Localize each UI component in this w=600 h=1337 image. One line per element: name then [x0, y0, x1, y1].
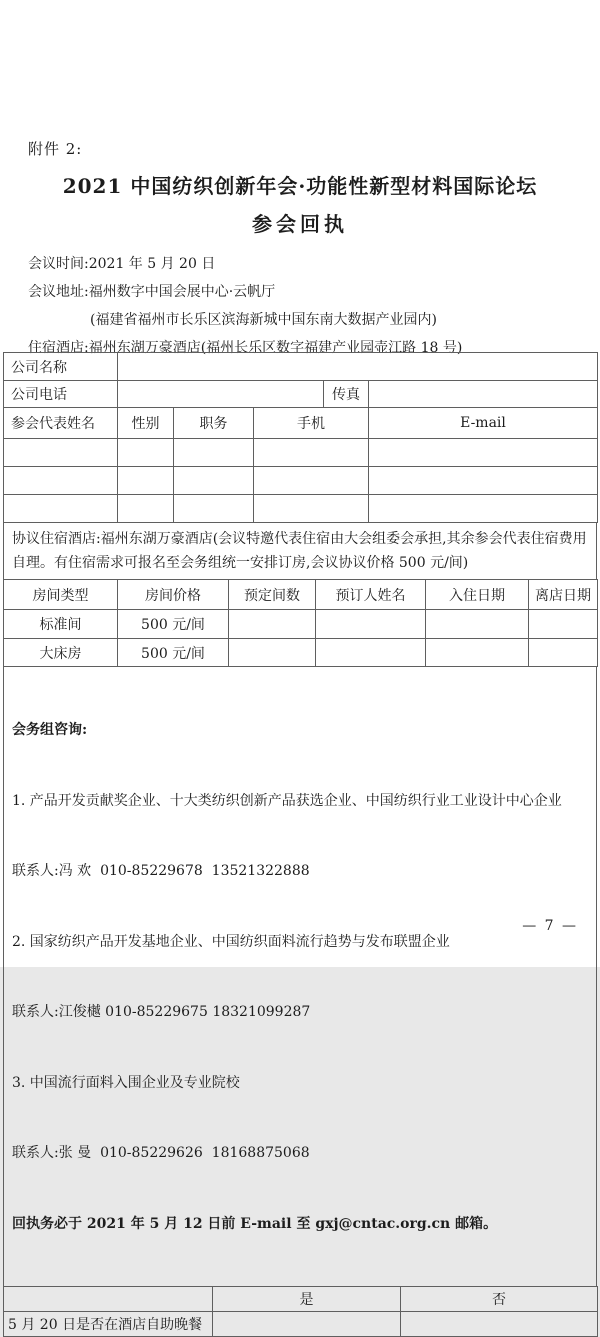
room-header-checkout: 离店日期: [529, 580, 598, 610]
delegate-row: [4, 495, 598, 523]
delegate-email-input-cell[interactable]: [369, 495, 598, 523]
dinner-table: [3, 1286, 598, 1337]
room-count-input-cell[interactable]: [229, 639, 316, 667]
room-header-price: 房间价格: [118, 580, 229, 610]
company-phone-row: [4, 381, 598, 408]
company-phone-label: 公司电话: [4, 381, 118, 408]
dinner-header-row: [4, 1287, 598, 1312]
room-count-input-cell[interactable]: [229, 610, 316, 639]
contact-line: 3. 中国流行面料入围企业及专业院校: [12, 1074, 240, 1091]
contact-line: 1. 产品开发贡献奖企业、十大类纺织创新产品获选企业、中国纺织行业工业设计中心企业: [12, 792, 562, 809]
dinner-yes-label: 是: [213, 1287, 401, 1312]
room-header-count: 预定间数: [229, 580, 316, 610]
form-tables: [3, 352, 597, 1337]
dinner-blank-cell: [4, 1287, 213, 1312]
room-header-checkin: 入住日期: [426, 580, 529, 610]
room-row-standard: [4, 610, 598, 639]
room-type-label: 标准间: [4, 610, 118, 639]
delegate-header-gender: 性别: [118, 408, 174, 439]
dinner-yes-input-cell[interactable]: [213, 1312, 401, 1337]
lodging-hotel-line: 住宿酒店:福州东湖万豪酒店(福州长乐区数字福建产业园壶江路 18 号): [28, 340, 463, 356]
delegate-header-name: 参会代表姓名: [4, 408, 118, 439]
delegate-mobile-input-cell[interactable]: [254, 439, 369, 467]
room-checkin-input-cell[interactable]: [426, 639, 529, 667]
document-title: 2021 中国纺织创新年会·功能性新型材料国际论坛: [62, 174, 538, 198]
room-checkout-input-cell[interactable]: [529, 610, 598, 639]
delegate-email-input-cell[interactable]: [369, 467, 598, 495]
delegate-name-input-cell[interactable]: [4, 439, 118, 467]
dinner-no-label: 否: [401, 1287, 598, 1312]
hotel-note: 协议住宿酒店:福州东湖万豪酒店(会议特邀代表住宿由大会组委会承担,其余参会代表住宿费用自理。有住宿需求可报名至会务组统一安排订房,会议协议价格 500 元/间): [4, 523, 597, 580]
dinner-no-input-cell[interactable]: [401, 1312, 598, 1337]
fax-label: 传真: [324, 381, 369, 408]
delegate-gender-input-cell[interactable]: [118, 467, 174, 495]
deadline-note: 回执务必于 2021 年 5 月 12 日前 E-mail 至 gxj@cntac.org.cn 邮箱。: [12, 1215, 498, 1232]
room-guest-input-cell[interactable]: [316, 610, 426, 639]
delegate-gender-input-cell[interactable]: [118, 439, 174, 467]
attachment-label: 附件 2:: [28, 140, 83, 158]
room-guest-input-cell[interactable]: [316, 639, 426, 667]
room-header-row: [4, 580, 598, 610]
page-number: — 7 —: [522, 918, 578, 934]
delegate-header-position: 职务: [174, 408, 254, 439]
delegate-position-input-cell[interactable]: [174, 495, 254, 523]
meeting-address-line: 会议地址:福州数字中国会展中心·云帆厅: [28, 284, 276, 300]
contact-line: 联系人:江俊樾 010-85229675 18321099287: [12, 1004, 311, 1020]
contact-line: 2. 国家纺织产品开发基地企业、中国纺织面料流行趋势与发布联盟企业: [12, 933, 450, 950]
contact-cell: [4, 667, 597, 1287]
company-name-row: [4, 353, 598, 381]
contact-line: 联系人:张 曼 010-85229626 18168875068: [12, 1145, 310, 1161]
delegate-name-input-cell[interactable]: [4, 495, 118, 523]
room-price-label: 500 元/间: [118, 639, 229, 667]
meeting-time-line: 会议时间:2021 年 5 月 20 日: [28, 256, 216, 272]
delegate-email-input-cell[interactable]: [369, 439, 598, 467]
meeting-address-note: (福建省福州市长乐区滨海新城中国东南大数据产业园内): [90, 312, 437, 328]
delegate-name-input-cell[interactable]: [4, 467, 118, 495]
delegate-header-email: E-mail: [369, 408, 598, 439]
delegate-gender-input-cell[interactable]: [118, 495, 174, 523]
delegate-mobile-input-cell[interactable]: [254, 495, 369, 523]
company-phone-input-cell[interactable]: [118, 381, 324, 408]
room-booking-table: [3, 579, 598, 667]
room-header-type: 房间类型: [4, 580, 118, 610]
delegate-header-row: [4, 408, 598, 439]
delegate-position-input-cell[interactable]: [174, 467, 254, 495]
contact-table: [3, 666, 597, 1287]
dinner-question: 5 月 20 日是否在酒店自助晚餐: [4, 1312, 213, 1337]
company-name-label: 公司名称: [4, 353, 118, 381]
fax-input-cell[interactable]: [369, 381, 598, 408]
room-checkin-input-cell[interactable]: [426, 610, 529, 639]
room-checkout-input-cell[interactable]: [529, 639, 598, 667]
delegate-row: [4, 467, 598, 495]
contact-title: 会务组咨询:: [12, 722, 88, 738]
room-header-guest-name: 预订人姓名: [316, 580, 426, 610]
delegate-mobile-input-cell[interactable]: [254, 467, 369, 495]
room-type-label: 大床房: [4, 639, 118, 667]
meeting-info-block: [28, 250, 588, 362]
company-name-input-cell[interactable]: [118, 353, 598, 381]
delegate-row: [4, 439, 598, 467]
hotel-note-table: [3, 522, 597, 580]
delegate-header-mobile: 手机: [254, 408, 369, 439]
document-subtitle: 参会回执: [252, 212, 348, 236]
contact-line: 联系人:冯 欢 010-85229678 13521322888: [12, 863, 310, 879]
company-delegate-table: [3, 352, 598, 523]
room-price-label: 500 元/间: [118, 610, 229, 639]
dinner-question-row: [4, 1312, 598, 1337]
delegate-position-input-cell[interactable]: [174, 439, 254, 467]
room-row-king: [4, 639, 598, 667]
